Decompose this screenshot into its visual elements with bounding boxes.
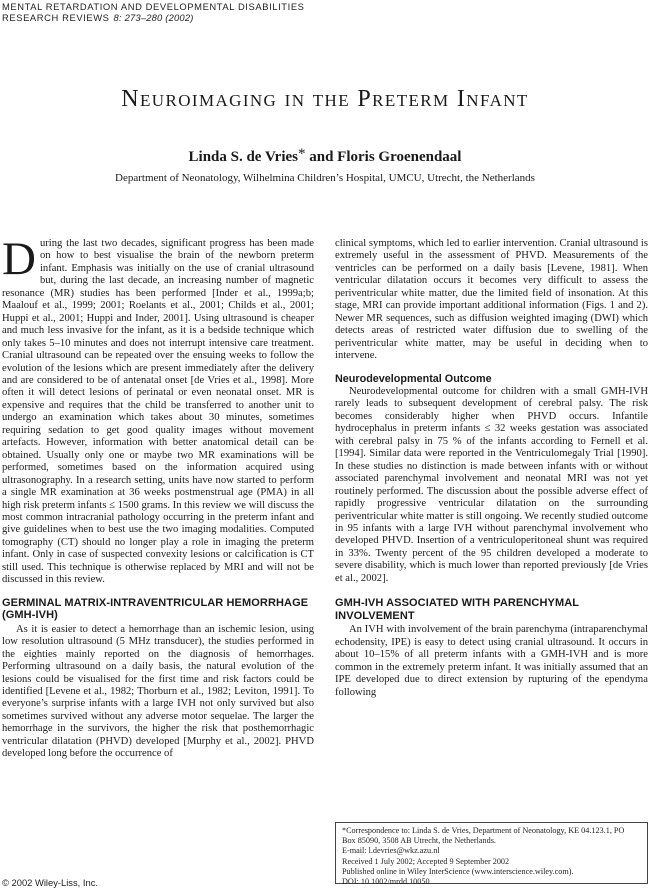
left-column <box>2 233 314 761</box>
journal-series-name: RESEARCH REVIEWS <box>2 12 110 23</box>
copyright-notice: © 2002 Wiley-Liss, Inc. <box>2 877 99 888</box>
drop-cap: D <box>2 233 36 285</box>
correspondence-box <box>335 822 648 887</box>
correspondence-line: Box 85090, 3508 AB Utrecht, the Netherlands. <box>342 836 496 846</box>
journal-series <box>2 12 305 23</box>
doi: DOI: 10.1002/mrdd.10050 <box>342 877 430 887</box>
intro-text: uring the last two decades, significant progress has been made on how to best visualise the brain of the newborn preterm infant. Emphasis was initially on the use of cranial ultrasound but, during the last decade, an increasing number of magnetic resonance (MR) studies has been performed [Inder et al., 1999a;b; Maalouf et al., 1999; 2001; Roelants et al., 2001; Childs et al., 2001; Huppi et al., 2001; Huppi and Inder, 2001]. Using ultrasound is cheaper and much less invasive for the infant, as it is a bedside technique which only takes 5–10 minutes and does not interrupt intensive care treatment. Cranial ultrasound can be repeated over the ensuing weeks to follow the evolution of the lesions which are present immediately after the delivery and are considered to be of antenatal onset [de Vries et al., 1998]. More often it will detect lesions of perinatal or even neonatal onset. MR is expensive and requires that the child be transferred to another unit to undergo an examination which takes about 30 minutes, sometimes requiring sedation to get good quality images without movement artefacts. However, information with better anatomical detail can be obtained. Usually only one or maybe two MR examinations will be performed, sometimes based on the information acquired using ultrasonography. In a research setting, units have now started to perform a single MR examination at 36 weeks postmenstrual age (PMA) in all high risk preterm infants ≤ 1500 grams. In this review we will discuss the most common intracranial pathology occurring in the preterm infant and give guidelines when to best use the two imaging modalities. Computed tomography (CT) should no longer play a role in imaging the preterm infant. Only in case of suspected convexity lesions or calcification is CT still used. This technique is otherwise replaced by MRI and will not be discussed in this review. <box>2 238 314 586</box>
journal-header <box>2 1 305 23</box>
outcome-body <box>335 386 648 585</box>
right-column <box>335 238 648 699</box>
section-body-gmh-ivh <box>2 624 314 761</box>
author-rest: and Floris Groenendaal <box>305 149 462 165</box>
journal-citation: 8: 273–280 (2002) <box>113 12 194 23</box>
correspondence-line: *Correspondence to: Linda S. de Vries, Department of Neonatology, KE 04.123.1, PO <box>342 826 625 835</box>
correspondence-mark: * <box>297 146 306 162</box>
section-heading-gmh-ivh: GERMINAL MATRIX-INTRAVENTRICULAR HEMORRHAGE (GMH-IVH) <box>2 596 309 622</box>
outcome-paragraph: Neurodevelopmental outcome for children with a small GMH-IVH rarely leads to subsequent development of cerebral palsy. The risk becomes considerably higher when PHVD occurs. Infantile hydrocephalus in preterm infants ≤ 32 weeks gestation was associated with cerebral palsy in 75 % of the infants according to Fernell et al. [1994]. Similar data were reported in the Ventriculomegaly Trial [1990]. In these studies no distinction is made between infants with or without associated parenchymal involvement and neonatal MRI was not yet routinely performed. The discussion about the possible adverse effect of rapidly progressive ventricular dilatation on the surrounding periventricular white matter is still ongoing. We recently studied outcome in 95 infants with a large IVH without parenchymal involvement who developed PHVD. Insertion of a ventriculoperitoneal shunt was required in 33%. Twenty percent of the 95 children developed a moderate to severe disability, which is much lower than reported previously [de Vries et al., 2002]. <box>335 386 648 584</box>
gmh-ivh-paragraph: As it is easier to detect a hemorrhage than an ischemic lesion, using low resolution ultrasound (5 MHz transducer), the studies performed in the eighties mainly reported on the diagnosis of hemorrhages. Performing ultrasound on a daily basis, the natural evolution of the lesions could be visualised for the first time and risk factors could be identified [Levene et al., 1982; Thorburn et al., 1982; Leviton, 1991]. To everyone’s surprise infants with a large IVH not only survived but also sometimes survived without any adverse motor sequelae. The larger the hemorrhage in the survivors, the higher the risk that posthemorrhagic ventricular dilatation (PHVD) developed [Murphy et al., 2002]. PHVD developed long before the occurrence of <box>2 623 314 760</box>
article-title: Neuroimaging in the Preterm Infant <box>121 86 529 112</box>
journal-name: MENTAL RETARDATION AND DEVELOPMENTAL DISABILITIES <box>2 1 305 12</box>
correspondence-email: E-mail: l.devries@wkz.azu.nl <box>342 846 440 856</box>
published-online: Published online in Wiley InterScience (www.interscience.wiley.com). <box>342 866 574 876</box>
parenchymal-paragraph: An IVH with involvement of the brain parenchyma (intraparenchymal echodensity, IPE) is easy to detect using cranial ultrasound. It occurs in about 10–15% of all preterm infants with a GMH-IVH and is more common in the extremely preterm infant. It was initially assumed that an IPE developed due to direct extension by rupturing of the ependyma following <box>335 624 648 698</box>
subheading-outcome: Neurodevelopmental Outcome <box>335 372 492 385</box>
continuation-paragraph: clinical symptoms, which led to earlier intervention. Cranial ultrasound is extremely useful in the assessment of PHVD. Measurements of the ventricles can be performed on a daily basis [Levene, 1981]. When ventricular dilatation occurs it becomes very difficult to assess the periventricular white matter, due the limited field of insonation. At this stage, MRI can provide important additional information (Figs. 1 and 2). Newer MR sequences, such as diffusion weighted imaging (DWI) which detects areas of restricted water diffusion due to swelling of the periventricular white matter, may be useful in deciding when to intervene. <box>335 238 648 362</box>
parenchymal-body <box>335 624 648 699</box>
received-dates: Received 1 July 2002; Accepted 9 September 2002 <box>342 856 510 866</box>
affiliation: Department of Neonatology, Wilhelmina Children’s Hospital, UMCU, Utrecht, the Netherlands <box>115 172 535 184</box>
section-heading-parenchymal: GMH-IVH ASSOCIATED WITH PARENCHYMAL INVOLVEMENT <box>335 597 579 622</box>
author-first: Linda S. de Vries <box>188 149 298 165</box>
intro-paragraph <box>2 233 314 587</box>
author-list <box>0 146 650 166</box>
